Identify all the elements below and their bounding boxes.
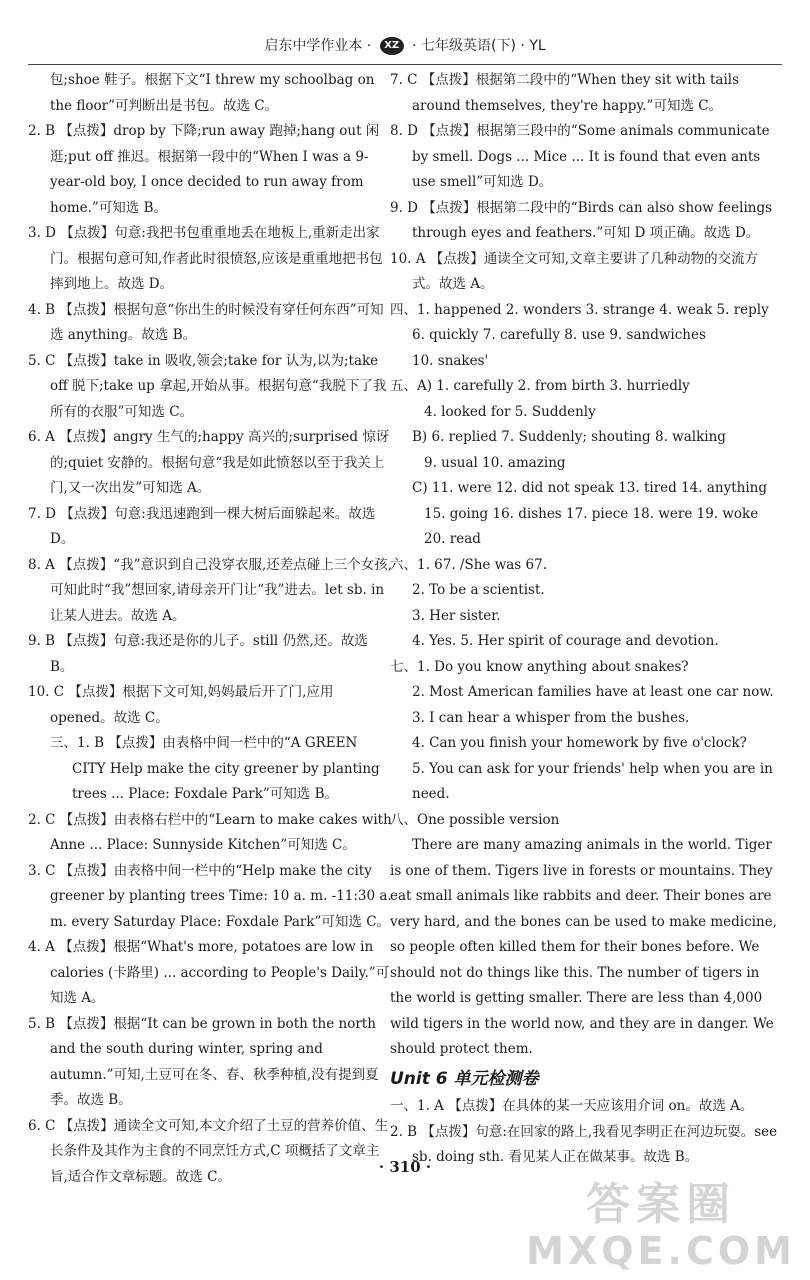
answer-item: 7. D 【点拨】句意:我迅速跑到一棵大树后面躲起来。故选 D。 (28, 505, 376, 547)
answer-item: 8. D 【点拨】根据第三段中的“Some animals communicate by smell. Dogs ... Mice ... It is found that even ants use smell”可知选 D。 (390, 123, 770, 190)
answer-item: 10. A 【点拨】通读全文可知,文章主要讲了几种动物的交流方式。故选 A。 (390, 250, 759, 292)
answer-item: 9. usual 10. amazing (424, 454, 566, 471)
answer-item: 9. B 【点拨】句意:我还是你的儿子。still 仍然,还。故选 B。 (28, 633, 368, 675)
answer-item: 3. D 【点拨】句意:我把书包重重地丢在地板上,重新走出家门。根据句意可知,作者此时很愤怒,应该是重重地把书包摔到地上。故选 D。 (28, 225, 383, 292)
answer-item: 20. read (424, 531, 481, 547)
right-column (390, 68, 784, 1171)
answer-item: 4. B 【点拨】根据句意“你出生的时候没有穿任何东西”可知选 anything。故选 B。 (28, 301, 384, 343)
answer-item: 15. going 16. dishes 17. piece 18. were 19. woke (424, 505, 759, 522)
watermark-line2: MXQE.COM (526, 1229, 796, 1273)
page-header (0, 30, 810, 62)
answer-item: There are many amazing animals in the world. Tiger is one of them. Tigers live in forests or mountains. They eat small animals like rabbits and deer. Their bones are very hard, and the bones can be used to make medicine, so people often killed them for their bones before. We should not do things like this. The number of tigers in the world is getting smaller. There are less than 4,000 wild tigers in the world now, and they are in danger. We should protect them. (390, 837, 777, 1057)
answer-item: 八、One possible version (390, 811, 560, 828)
answer-item: 包;shoe 鞋子。根据下文“I threw my schoolbag on the floor”可判断出是书包。故选 C。 (50, 72, 375, 114)
answer-item: 8. A 【点拨】“我”意识到自己没穿衣服,还差点碰上三个女孩,可知此时“我”想回家,请母亲开门让“我”进去。let sb. in 让某人进去。故选 A。 (28, 556, 393, 624)
answer-item: 6. A 【点拨】angry 生气的;happy 高兴的;surprised 惊讶的;quiet 安静的。根据句意“我是如此愤怒以至于我关上门,又一次出发”可知选 A。 (28, 429, 390, 496)
header-title-suffix: · 七年级英语(下) · YL (412, 38, 546, 54)
header-divider (28, 64, 782, 65)
answer-item: 4. Can you finish your homework by five o'clock? (412, 735, 747, 751)
header-title-prefix: 启东中学作业本 · (264, 38, 372, 54)
answer-item: 10. C 【点拨】根据下文可知,妈妈最后开了门,应用 opened。故选 C。 (28, 684, 334, 726)
answer-item: 4. looked for 5. Suddenly (424, 403, 596, 420)
answer-item: 5. B 【点拨】根据“It can be grown in both the north and the south during winter, spring and autumn.”可知,土豆可在冬、春、秋季种植,没有提到夏季。故选 B。 (28, 1015, 379, 1108)
answer-item: 4. A 【点拨】根据“What's more, potatoes are low in calories (卡路里) ... according to People's Daily.”可知选 A。 (28, 939, 390, 1006)
answer-item: 2. C 【点拨】由表格右栏中的“Learn to make cakes with Anne ... Place: Sunnyside Kitchen”可知选 C。 (28, 811, 392, 853)
answer-item: 7. C 【点拨】根据第二段中的“When they sit with tails around themselves, they're happy.”可知选 C。 (390, 72, 740, 114)
answer-item: 七、1. Do you know anything about snakes? (390, 658, 689, 675)
watermark-line1: 答案圈 (586, 1179, 737, 1230)
watermark-logo (526, 1180, 796, 1272)
answer-item: 3. C 【点拨】由表格中间一栏中的“Help make the city greener by planting trees Time: 10 a. m. -11:30 a. m. every Saturday Place: Foxdale Park”可知选 C。 (28, 862, 392, 930)
unit-heading: Unit 6 单元检测卷 (390, 1068, 539, 1089)
answer-item: 5. You can ask for your friends' help when you are in need. (412, 760, 773, 802)
page-number: · 310 · (378, 1158, 432, 1176)
answer-item: 三、1. B 【点拨】由表格中间一栏中的“A GREEN CITY Help make the city greener by planting trees ... Place: Foxdale Park”可知选 B。 (50, 735, 380, 802)
answer-item: 10. snakes' (412, 352, 489, 369)
answer-item: 2. B 【点拨】drop by 下降;run away 跑掉;hang out 闲逛;put off 推迟。根据第一段中的“When I was a 9-year-old boy, I once decided to run away from home.”可知选 B。 (28, 123, 380, 216)
answer-item: 2. To be a scientist. (412, 582, 545, 598)
answer-item: 2. B 【点拨】句意:在回家的路上,我看见李明正在河边玩耍。see sb. doing sth. 看见某人正在做某事。故选 B。 (390, 1123, 778, 1165)
left-column (28, 68, 394, 1190)
answer-item: 3. Her sister. (412, 607, 501, 624)
answer-item: 5. C 【点拨】take in 吸收,领会;take for 认为,以为;take off 脱下;take up 拿起,开始从事。根据句意“我脱下了我所有的衣服”可知选 C。 (28, 352, 387, 420)
answer-item: 6. C 【点拨】通读全文可知,本文介绍了土豆的营养价值、生长条件及其作为主食的不同烹饪方式,C 项概括了文章主旨,适合作文章标题。故选 C。 (28, 1117, 389, 1185)
answer-item: 6. quickly 7. carefully 8. use 9. sandwiches (412, 327, 706, 343)
answer-item: 9. D 【点拨】根据第二段中的“Birds can also show feelings through eyes and feathers.”可知 D 项正确。故选 D。 (390, 199, 773, 241)
answer-item: 五、A) 1. carefully 2. from birth 3. hurriedly (390, 378, 690, 394)
answer-item: C) 11. were 12. did not speak 13. tired 14. anything (412, 480, 767, 496)
answer-item: 四、1. happened 2. wonders 3. strange 4. weak 5. reply (390, 301, 769, 318)
answer-item: 4. Yes. 5. Her spirit of courage and devotion. (412, 633, 719, 649)
answer-item: 3. I can hear a whisper from the bushes. (412, 709, 690, 726)
answer-item: 六、1. 67. /She was 67. (390, 556, 547, 573)
answer-item: 一、1. A 【点拨】在具体的某一天应该用介词 on。故选 A。 (390, 1098, 754, 1114)
answer-item: 2. Most American families have at least one car now. (412, 684, 774, 700)
publisher-logo-badge: XZ (380, 37, 404, 55)
answer-item: B) 6. replied 7. Suddenly; shouting 8. walking (412, 429, 726, 445)
